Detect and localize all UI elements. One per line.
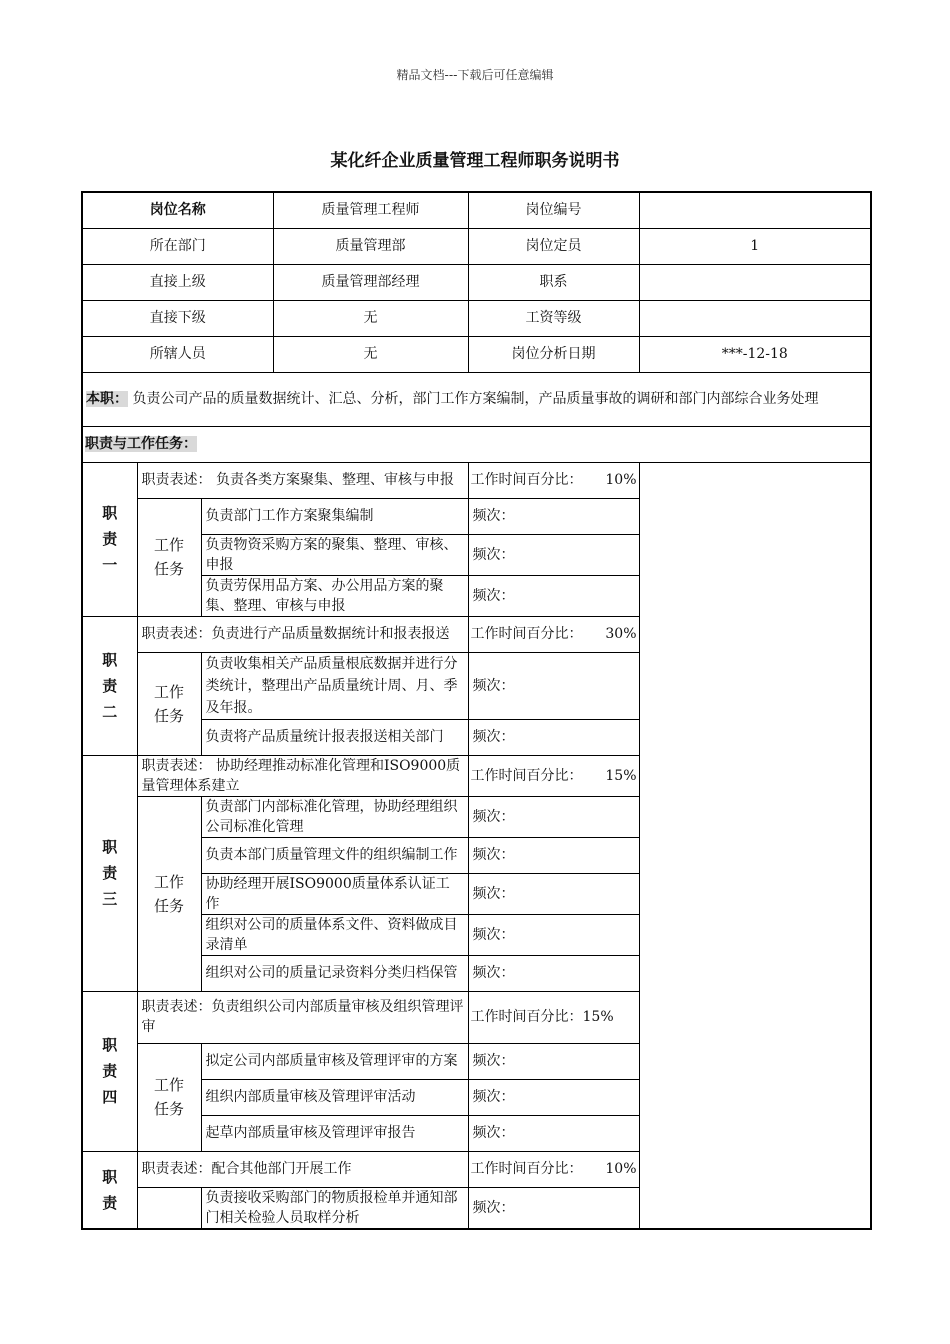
task-text: 负责将产品质量统计报表报送相关部门 [201,719,468,755]
task-text: 负责本部门质量管理文件的组织编制工作 [201,837,468,873]
task-row [82,1043,871,1079]
info-label: 岗位定员 [468,228,639,264]
freq-label: 频次： [468,796,639,837]
section-label: 职责与工作任务： [85,436,197,452]
info-row [82,192,871,228]
duty-desc: 职责表述：负责进行产品质量数据统计和报表报送 [137,616,468,652]
page-header-watermark: 精品文档---下载后可任意编辑 [396,68,554,82]
task-label: 工作任务 [137,796,201,991]
freq-label: 频次： [468,534,639,575]
duty-desc-row [82,755,871,796]
summary-cell [82,372,871,426]
freq-label: 频次： [468,837,639,873]
duty-desc-row [82,462,871,498]
task-text: 负责接收采购部门的物质报检单并通知部门相关检验人员取样分析 [201,1187,468,1229]
time-percent: 工作时间百分比： 30% [468,616,639,652]
time-percent: 工作时间百分比： 10% [468,462,639,498]
info-row [82,300,871,336]
info-value: 质量管理部 [273,228,468,264]
time-percent: 工作时间百分比： 15% [468,755,639,796]
info-label: 岗位分析日期 [468,336,639,372]
info-label: 岗位编号 [468,192,639,228]
info-value: 质量管理部经理 [273,264,468,300]
freq-label: 频次： [468,719,639,755]
freq-label: 频次： [468,1115,639,1151]
info-value [639,192,871,228]
info-value: 无 [273,336,468,372]
info-label: 岗位名称 [82,192,273,228]
task-row [82,575,871,616]
duty-desc: 职责表述：负责组织公司内部质量审核及组织管理评审 [137,991,468,1043]
task-text: 组织对公司的质量体系文件、资料做成目录清单 [201,914,468,955]
info-label: 职系 [468,264,639,300]
freq-label: 频次： [468,955,639,991]
task-row [82,1115,871,1151]
task-text: 协助经理开展ISO9000质量体系认证工作 [201,873,468,914]
task-row [82,1187,871,1229]
task-text: 组织对公司的质量记录资料分类归档保管 [201,955,468,991]
freq-label: 频次： [468,1043,639,1079]
section-row [82,426,871,462]
freq-label: 频次： [468,914,639,955]
info-value [639,300,871,336]
task-text: 负责劳保用品方案、办公用品方案的聚集、整理、审核与申报 [201,575,468,616]
task-row [82,796,871,837]
info-value: ***-12-18 [639,336,871,372]
task-text: 起草内部质量审核及管理评审报告 [201,1115,468,1151]
task-text: 负责物资采购方案的聚集、整理、审核、申报 [201,534,468,575]
task-text: 组织内部质量审核及管理评审活动 [201,1079,468,1115]
task-row [82,955,871,991]
info-row [82,264,871,300]
duty-desc-row [82,1151,871,1187]
task-row [82,873,871,914]
freq-label: 频次： [468,652,639,719]
task-text: 拟定公司内部质量审核及管理评审的方案 [201,1043,468,1079]
task-row [82,1079,871,1115]
info-label: 所在部门 [82,228,273,264]
task-label [137,1187,201,1229]
info-value: 质量管理工程师 [273,192,468,228]
duty-desc: 职责表述： 负责各类方案聚集、整理、审核与申报 [137,462,468,498]
task-row [82,719,871,755]
task-row [82,652,871,719]
duty-label: 职责 [82,1151,137,1229]
summary-row [82,372,871,426]
freq-label: 频次： [468,1187,639,1229]
info-label: 直接上级 [82,264,273,300]
task-row [82,534,871,575]
summary-text: 负责公司产品的质量数据统计、汇总、分析，部门工作方案编制，产品质量事故的调研和部门内部综合业务处理 [128,391,819,407]
freq-label: 频次： [468,873,639,914]
info-label: 所辖人员 [82,336,273,372]
task-text: 负责收集相关产品质量根底数据并进行分类统计，整理出产品质量统计周、月、季及年报。 [201,652,468,719]
info-label: 直接下级 [82,300,273,336]
duty-label: 职责四 [82,991,137,1151]
task-row [82,498,871,534]
info-row [82,336,871,372]
duty-desc-row [82,616,871,652]
freq-label: 频次： [468,498,639,534]
task-label: 工作任务 [137,1043,201,1151]
time-percent: 工作时间百分比： 10% [468,1151,639,1187]
info-value: 1 [639,228,871,264]
task-row [82,837,871,873]
task-label: 工作任务 [137,498,201,616]
info-label: 工资等级 [468,300,639,336]
task-label: 工作任务 [137,652,201,755]
task-row [82,914,871,955]
job-description-table [81,191,872,1230]
freq-label: 频次： [468,1079,639,1115]
duty-label: 职责二 [82,616,137,755]
info-row [82,228,871,264]
duty-desc: 职责表述：配合其他部门开展工作 [137,1151,468,1187]
duty-label: 职责三 [82,755,137,991]
time-percent: 工作时间百分比：15% [468,991,639,1043]
info-value [639,264,871,300]
info-value: 无 [273,300,468,336]
freq-label: 频次： [468,575,639,616]
duty-desc: 职责表述： 协助经理推动标准化管理和ISO9000质量管理体系建立 [137,755,468,796]
document-title: 某化纤企业质量管理工程师职务说明书 [330,151,620,171]
task-text: 负责部门工作方案聚集编制 [201,498,468,534]
task-text: 负责部门内部标准化管理，协助经理组织公司标准化管理 [201,796,468,837]
duty-label: 职责一 [82,462,137,616]
section-cell [82,426,871,462]
duty-desc-row [82,991,871,1043]
summary-label: 本职： [86,391,128,407]
